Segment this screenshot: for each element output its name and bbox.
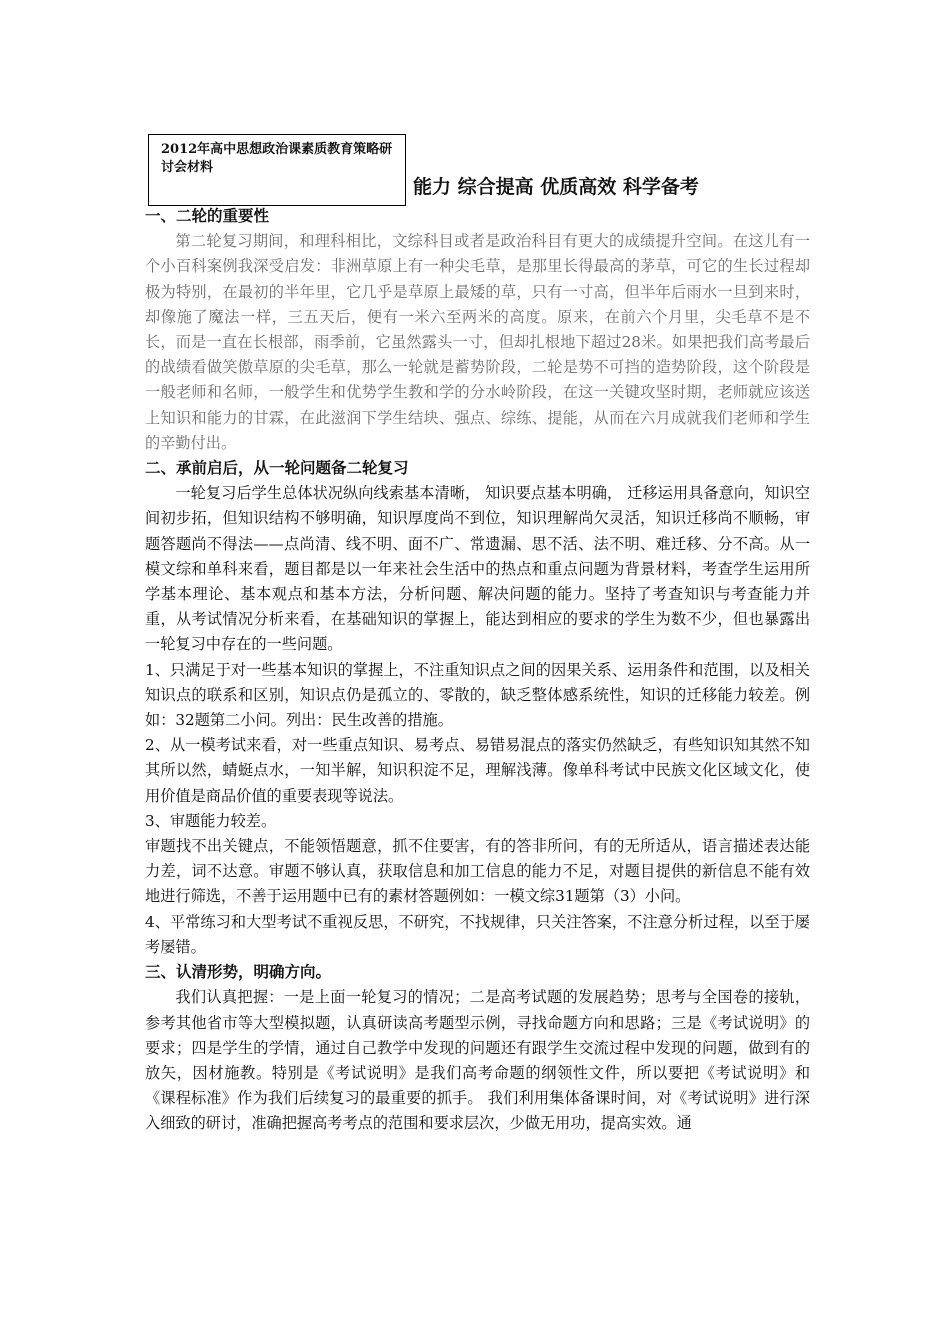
section-3-heading: 三、认清形势，明确方向。: [145, 963, 332, 982]
section-2-heading: 二、承前启后，从一轮问题备二轮复习: [145, 459, 409, 478]
conference-label-box: 2012年高中思想政治课素质教育策略研讨会材料: [148, 134, 406, 206]
section-1-heading: 一、二轮的重要性: [145, 207, 270, 225]
title-visible-part: 能力 综合提高 优质高效 科学备考: [413, 176, 699, 198]
section-2-item-1: 1、只满足于对一些基本知识的掌握上，不注重知识点之间的因果关系、运用条件和范围，以及相关知识点的联系和区别，知识点仍是孤立的、零散的，缺乏整体感系统性，知识的迁移能力较差。例如：32题第二小问。列出：民生改善的措施。: [145, 660, 810, 730]
section-2-item-3-detail: 审题找不出关键点，不能领悟题意，抓不住要害，有的答非所问，有的无所适从，语言描述表达能力差，词不达意。审题不够认真，获取信息和加工信息的能力不足，对题目提供的新信息不能有效地进行筛选，不善于运用题中已有的素材答题例如：一模文综31题第（3）小问。: [145, 837, 810, 906]
document-body: [145, 204, 810, 1137]
section-2-item-2: 2、从一模考试来看，对一些重点知识、易考点、易错易混点的落实仍然缺乏，有些知识知其然不知其所以然，蜻蜓点水，一知半解，知识积淀不足，理解浅薄。像单科考试中民族文化区域文化，使用价值是商品价值的重要表现等说法。: [145, 736, 810, 805]
section-3-paragraph: 我们认真把握：一是上面一轮复习的情况；二是高考试题的发展趋势；思考与全国卷的接轨，参考其他省市等大型模拟题，认真研读高考题型示例，寻找命题方向和思路；三是《考试说明》的要求；四是学生的学情，通过自己教学中发现的问题还有跟学生交流过程中发现的问题，做到有的放矢，因材施教。特别是《考试说明》是我们高考命题的纲领性文件，所以要把《考试说明》和《课程标准》作为我们后续复习的最重要的抓手。 我们利用集体备课时间，对《考试说明》进行深入细致的研讨，准确把握高考考点的范围和要求层次，少做无用功，提高实效。通: [145, 988, 810, 1133]
section-1-paragraph: 第二轮复习期间，和理科相比，文综科目或者是政治科目有更大的成绩提升空间。在这儿有一个小百科案例我深受启发：非洲草原上有一种尖毛草，是那里长得最高的茅草，可它的生长过程却极为特别，在最初的半年里，它几乎是草原上最矮的草，只有一寸高，但半年后雨水一旦到来时，却像施了魔法一样，三五天后，便有一米六至两米的高度。原来，在前六个月里，尖毛草不是不长，而是一直在长根部，雨季前，它虽然露头一寸，但却扎根地下超过28米。如果把我们高考最后的战绩看做笑傲草原的尖毛草，那么一轮就是蓄势阶段，二轮是势不可挡的造势阶段，这个阶段是一般老师和名师，一般学生和优势学生教和学的分水岭阶段，在这一关键攻坚时期，老师就应该送上知识和能力的甘霖，在此滋润下学生结块、强点、综练、提能，从而在六月成就我们老师和学生的辛勤付出。: [145, 232, 810, 452]
section-2-paragraph: 一轮复习后学生总体状况纵向线索基本清晰， 知识要点基本明确， 迁移运用具备意向，知识空间初步拓，但知识结构不够明确，知识厚度尚不到位，知识理解尚欠灵活，知识迁移尚不顺畅，审题答题尚不得法——点尚清、线不明、面不广、常遗漏、思不活、法不明、难迁移、分不高。从一模文综和单科来看，题目都是以一年来社会生活中的热点和重点问题为背景材料，考查学生运用所学基本理论、基本观点和基本方法，分析问题、解决问题的能力。坚持了考查知识与考查能力并重，从考试情况分析来看，在基础知识的掌握上，能达到相应的要求的学生为数不少，但也暴露出一轮复习中存在的一些问题。: [145, 484, 810, 654]
section-2-item-4: 4、平常练习和大型考试不重视反思，不研究，不找规律，只关注答案，不注意分析过程，以至于屡考屡错。: [145, 912, 810, 956]
section-2-item-3: 3、审题能力较差。: [145, 811, 277, 830]
